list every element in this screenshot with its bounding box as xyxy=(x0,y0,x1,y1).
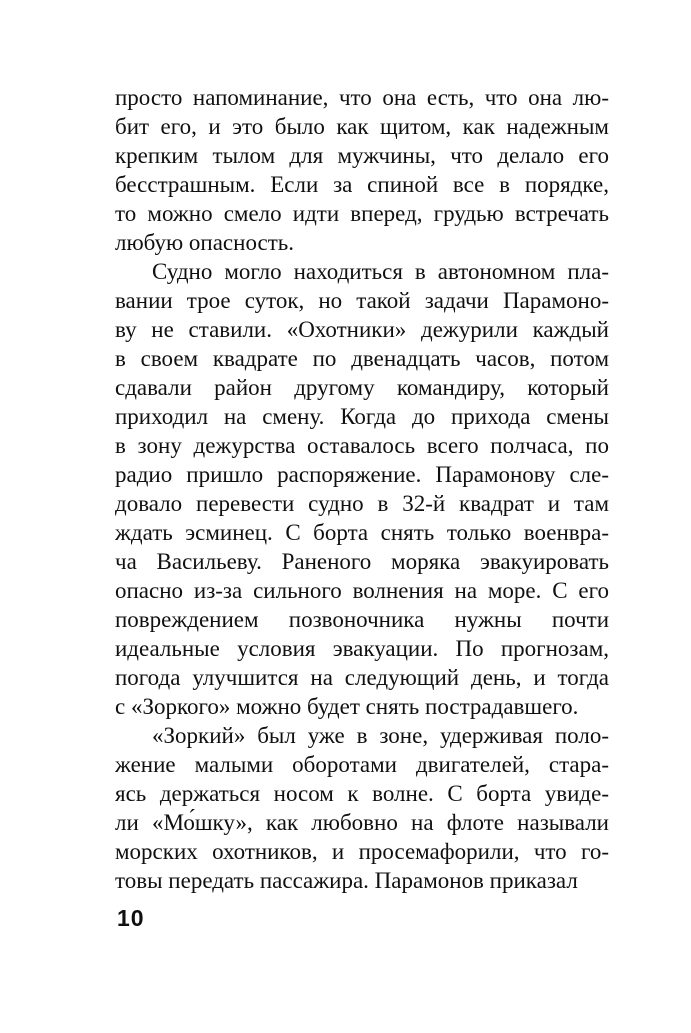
text-line: идеальные условия эвакуации. По прогнозам, xyxy=(115,636,609,661)
text-line: то можно смело идти вперед, грудью встречать xyxy=(115,201,609,226)
text-line: ясь держаться носом к волне. С борта увиде- xyxy=(115,781,609,806)
text-line: повреждением позвоночника нужны почти xyxy=(115,607,609,632)
text-line: сдавали район другому командиру, который xyxy=(115,375,609,400)
text-line: ча Васильеву. Раненого моряка эвакуировать xyxy=(115,549,609,574)
text-line: ждать эсминец. С борта снять только военвра- xyxy=(115,520,609,545)
text-line: «Зоркий» был уже в зоне, удерживая поло- xyxy=(152,723,609,748)
text-line: радио пришло распоряжение. Парамонову сле- xyxy=(115,462,609,487)
page-number: 10 xyxy=(117,905,145,931)
text-line: с «Зоркого» можно будет снять пострадавшего. xyxy=(115,694,579,719)
text-line: крепким тылом для мужчины, что делало его xyxy=(115,143,609,168)
text-line: Судно могло находиться в автономном пла- xyxy=(152,259,609,284)
text-line: приходил на смену. Когда до прихода смены xyxy=(115,404,609,429)
text-line: любую опасность. xyxy=(115,230,295,255)
text-line: ву не ставили. «Охотники» дежурили каждый xyxy=(115,317,609,342)
text-block xyxy=(115,83,609,895)
text-line: вании трое суток, но такой задачи Парамоно- xyxy=(115,288,609,313)
text-line: просто напоминание, что она есть, что она лю- xyxy=(115,85,609,110)
text-line: товы передать пассажира. Парамонов приказал xyxy=(115,868,578,893)
paragraph xyxy=(115,257,609,721)
text-line: ли «Мо́шку», как любовно на флоте называли xyxy=(115,810,609,835)
text-line: жение малыми оборотами двигателей, стара- xyxy=(115,752,609,777)
paragraph xyxy=(115,83,609,257)
text-line: бесстрашным. Если за спиной все в порядке, xyxy=(115,172,609,197)
text-line: в зону дежурства оставалось всего полчаса, по xyxy=(115,433,609,458)
text-line: в своем квадрате по двенадцать часов, потом xyxy=(115,346,609,371)
text-line: бит его, и это было как щитом, как надежным xyxy=(115,114,609,139)
text-line: довало перевести судно в 32-й квадрат и там xyxy=(115,491,609,516)
text-line: морских охотников, и просемафорили, что го- xyxy=(115,839,609,864)
paragraph xyxy=(115,721,609,895)
text-line: опасно из-за сильного волнения на море. С его xyxy=(115,578,609,603)
text-line: погода улучшится на следующий день, и тогда xyxy=(115,665,609,690)
